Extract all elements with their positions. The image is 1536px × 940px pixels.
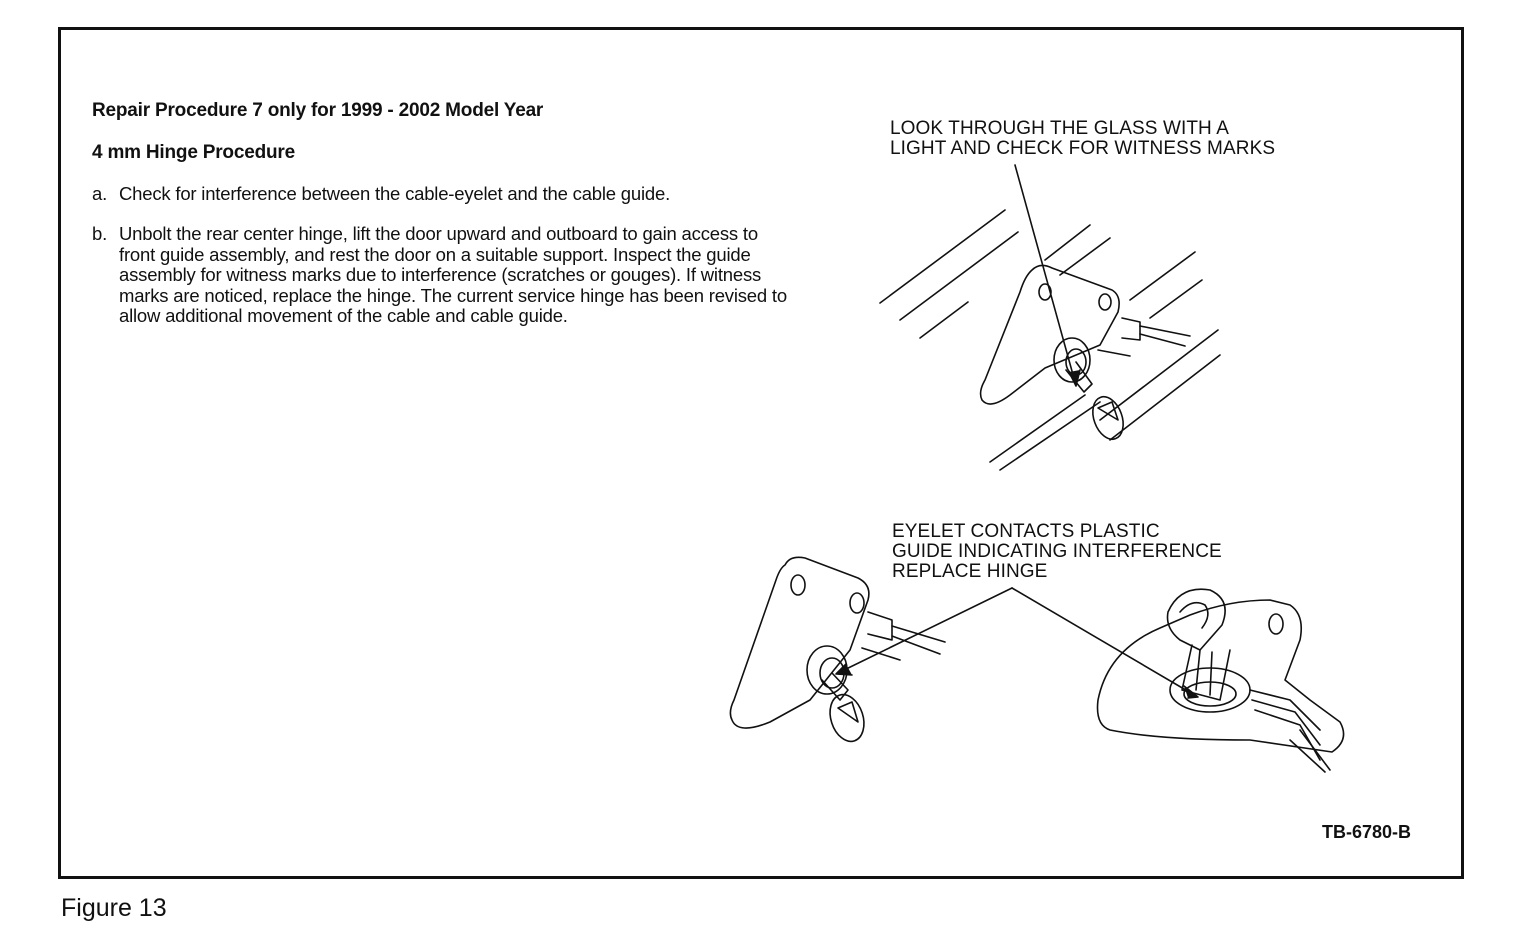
step-b-text: Unbolt the rear center hinge, lift the door upward and outboard to gain access to front guide assembly, and rest the door on a suitable support. Inspect the guide assembly for witness marks due to interference (scratches or gouges). If witness marks are noticed, replace the hinge. The current service hinge has been revised to allow additional movement of the cable and cable guide. xyxy=(119,223,787,326)
figure-caption: Figure 13 xyxy=(61,894,167,922)
bottom-right-hinge-plate xyxy=(1098,589,1344,772)
callout-top: LOOK THROUGH THE GLASS WITH A LIGHT AND CHECK FOR WITNESS MARKS xyxy=(890,118,1276,159)
procedure-title: Repair Procedure 7 only for 1999 - 2002 Model Year xyxy=(92,100,544,121)
top-hinge-plate xyxy=(981,265,1190,443)
callout-bottom: EYELET CONTACTS PLASTIC GUIDE INDICATING INTERFERENCE REPLACE HINGE xyxy=(892,521,1222,582)
bottom-left-hinge-plate xyxy=(730,557,945,745)
step-a-text: Check for interference between the cable-eyelet and the cable guide. xyxy=(119,183,671,204)
step-b-marker: b. xyxy=(92,223,108,244)
bottom-callout-pointer-left xyxy=(840,588,1012,672)
figure-code: TB-6780-B xyxy=(1322,822,1412,842)
glass-hatch-lines xyxy=(880,210,1220,470)
procedure-subtitle: 4 mm Hinge Procedure xyxy=(92,142,295,163)
top-pointer-arrowhead xyxy=(1069,370,1080,386)
step-a-marker: a. xyxy=(92,183,108,204)
